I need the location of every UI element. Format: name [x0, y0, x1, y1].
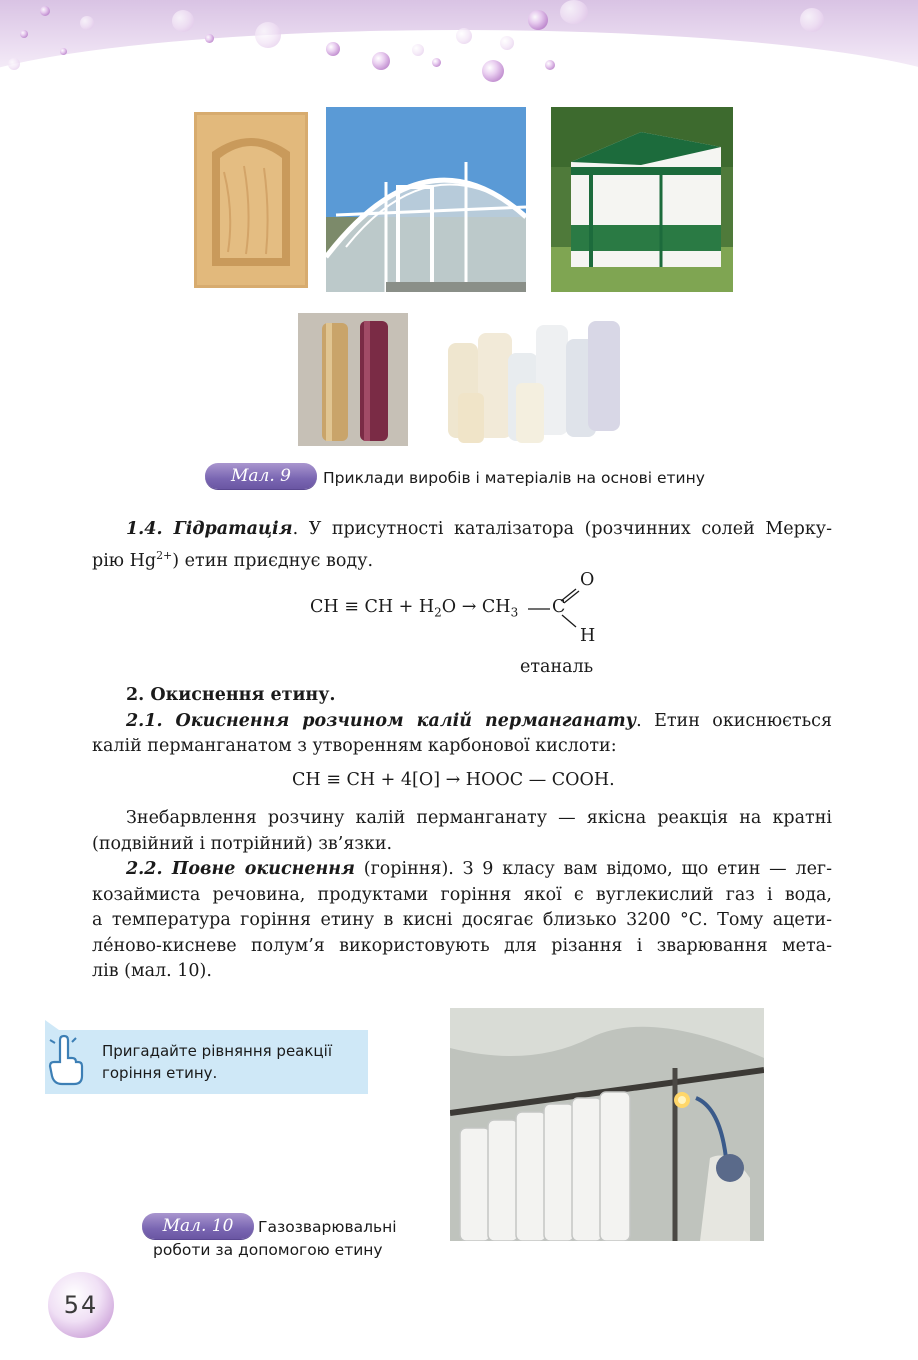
aldehyde-hydrogen: H: [580, 626, 596, 646]
aldehyde-oxygen: O: [580, 570, 595, 590]
pointing-hand-icon: [46, 1032, 86, 1088]
film-rolls-photo: [298, 313, 408, 446]
product-name-ethanal: етаналь: [520, 657, 594, 677]
aldehyde-carbon: C: [552, 597, 566, 617]
hint-text: Пригадайте рівняння реакції горіння етину.: [102, 1042, 332, 1082]
figure-9-badge: Мал. 9: [205, 463, 317, 489]
equation-oxidation: CH ≡ CH + 4[O] → HOOC — COOH.: [292, 770, 615, 790]
section-2-1-heading: 2.1. Окиснення розчином калій перманганату: [126, 710, 637, 731]
paragraph-decolorization: Знебарвлення розчину калій перманганату — якісна реакція на кратні (подвійний і потрійний) зв’язки.: [92, 808, 832, 854]
section-2: 2. Окиснення етину. 2.1. Окиснення розчином калій перманганату. Етин окиснюється калій перманганатом з утворенням карбонової кислоти:: [92, 685, 832, 756]
greenhouse-photo: [326, 107, 526, 292]
section-1-4: 1.4. Гідратація. У присутності каталізатора (розчинних солей Мерку- рію $Hg^{2+}$) етин приєднує воду.: [92, 519, 832, 571]
figure-10-badge: Мал. 10: [142, 1213, 254, 1239]
section-2-2: 2.2. Повне окиснення (горіння). З 9 класу вам відомо, що етин — лег- козаймиста речовина, продуктами горіння якої є вуглекислий газ і вода, а температура горіння етину в кисні досягає близько 3200 °С. Тому ацети- лéново-кисневе полум’я використовують для різання і зварювання мета- лів (мал. 10).: [92, 859, 833, 981]
stretch-film-rolls-photo: [438, 313, 625, 446]
figure-9-caption: Приклади виробів і матеріалів на основі етину: [323, 469, 705, 487]
section-2-heading: 2. Окиснення етину.: [126, 685, 336, 705]
page-number: 54: [48, 1272, 114, 1338]
equation-hydration: CH ≡ CH + $H_2O \to CH_3$: [310, 597, 519, 620]
hint-box-tail: [45, 1020, 59, 1030]
section-1-4-heading: 1.4. Гідратація: [126, 519, 293, 539]
door-panel-photo: [194, 112, 308, 288]
section-2-2-heading: 2.2. Повне окиснення: [126, 859, 355, 879]
figure-10-caption-line2: роботи за допомогою етину: [153, 1241, 383, 1259]
tent-photo: [551, 107, 733, 292]
figure-10-caption-line1: Газозварювальні: [258, 1218, 397, 1236]
gas-welding-photo: [450, 1008, 764, 1241]
